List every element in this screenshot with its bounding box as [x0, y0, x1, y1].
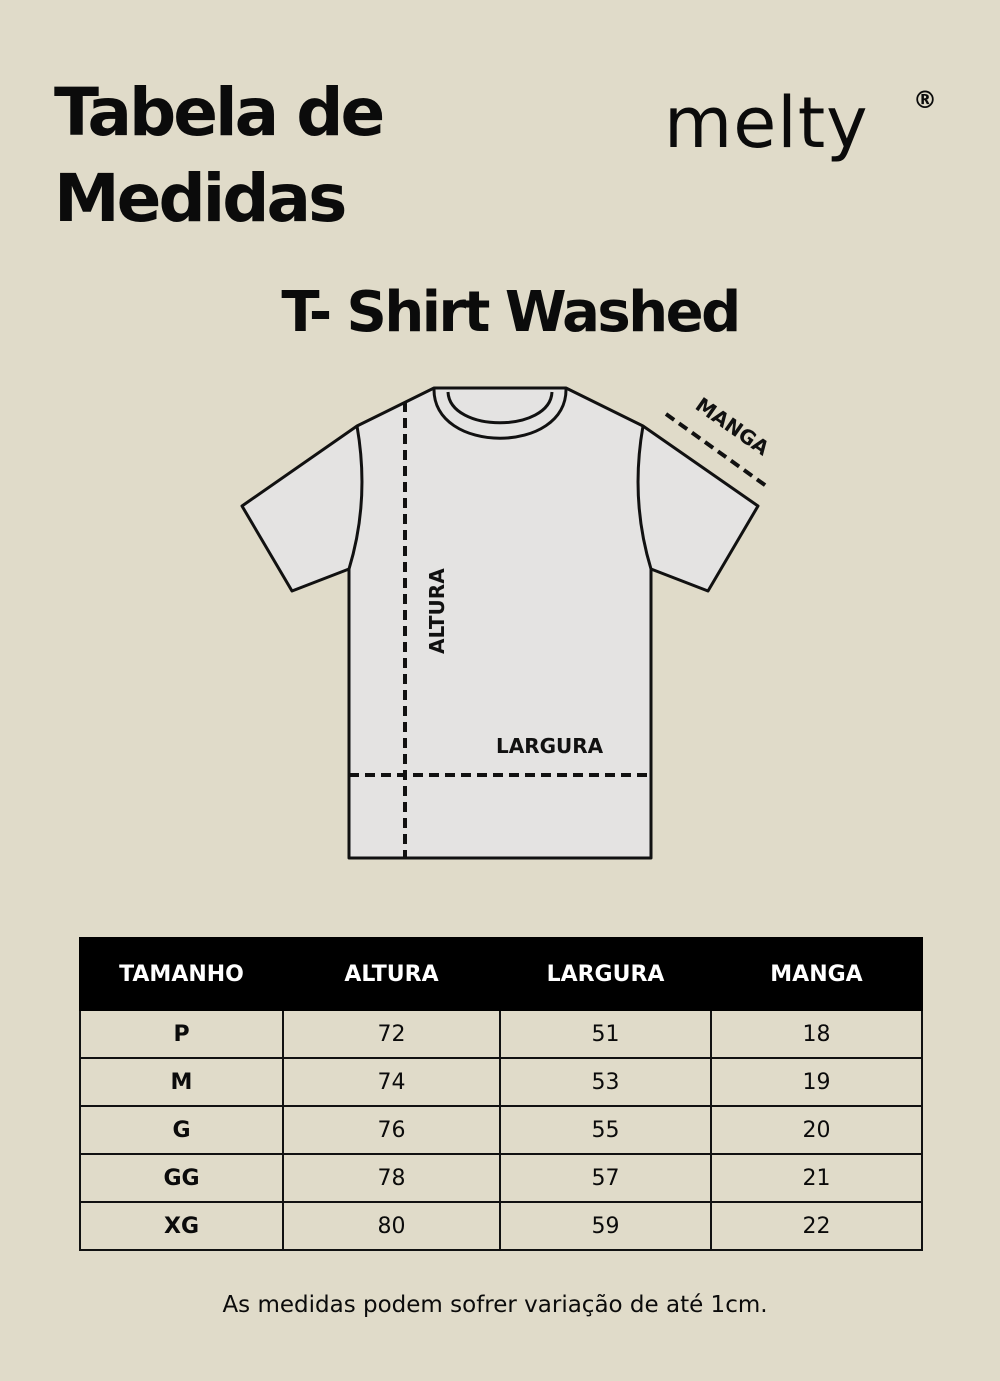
title-line-2: Medidas — [54, 160, 345, 237]
table-row — [80, 1010, 922, 1058]
product-name: T- Shirt Washed — [281, 280, 739, 345]
table-row — [80, 1154, 922, 1202]
width-cell: 53 — [500, 1058, 711, 1106]
height-cell: 78 — [283, 1154, 500, 1202]
title-line-1: Tabela de — [54, 74, 383, 151]
width-cell: 55 — [500, 1106, 711, 1154]
width-label: LARGURA — [496, 734, 604, 758]
size-cell: M — [80, 1058, 283, 1106]
tshirt-outline — [242, 388, 758, 858]
height-cell: 76 — [283, 1106, 500, 1154]
height-cell: 74 — [283, 1058, 500, 1106]
size-cell: P — [80, 1010, 283, 1058]
sleeve-label: MANGA — [691, 392, 774, 461]
header-sleeve: MANGA — [711, 938, 922, 1010]
table-row — [80, 1106, 922, 1154]
height-cell: 72 — [283, 1010, 500, 1058]
width-cell: 59 — [500, 1202, 711, 1250]
footer-note: As medidas podem sofrer variação de até 1cm. — [222, 1292, 768, 1318]
brand-logo: melty — [664, 82, 869, 164]
size-cell: G — [80, 1106, 283, 1154]
sleeve-cell: 22 — [711, 1202, 922, 1250]
sleeve-cell: 18 — [711, 1010, 922, 1058]
size-cell: XG — [80, 1202, 283, 1250]
width-cell: 57 — [500, 1154, 711, 1202]
header-height: ALTURA — [283, 938, 500, 1010]
size-table — [79, 937, 923, 1251]
header-size: TAMANHO — [80, 938, 283, 1010]
sleeve-cell: 20 — [711, 1106, 922, 1154]
size-cell: GG — [80, 1154, 283, 1202]
height-cell: 80 — [283, 1202, 500, 1250]
sleeve-cell: 21 — [711, 1154, 922, 1202]
registered-mark: ® — [913, 86, 937, 114]
table-row — [80, 1058, 922, 1106]
header-width: LARGURA — [500, 938, 711, 1010]
table-row — [80, 1202, 922, 1250]
sleeve-cell: 19 — [711, 1058, 922, 1106]
height-label: ALTURA — [425, 568, 449, 654]
width-cell: 51 — [500, 1010, 711, 1058]
table-header-row — [80, 938, 922, 1010]
